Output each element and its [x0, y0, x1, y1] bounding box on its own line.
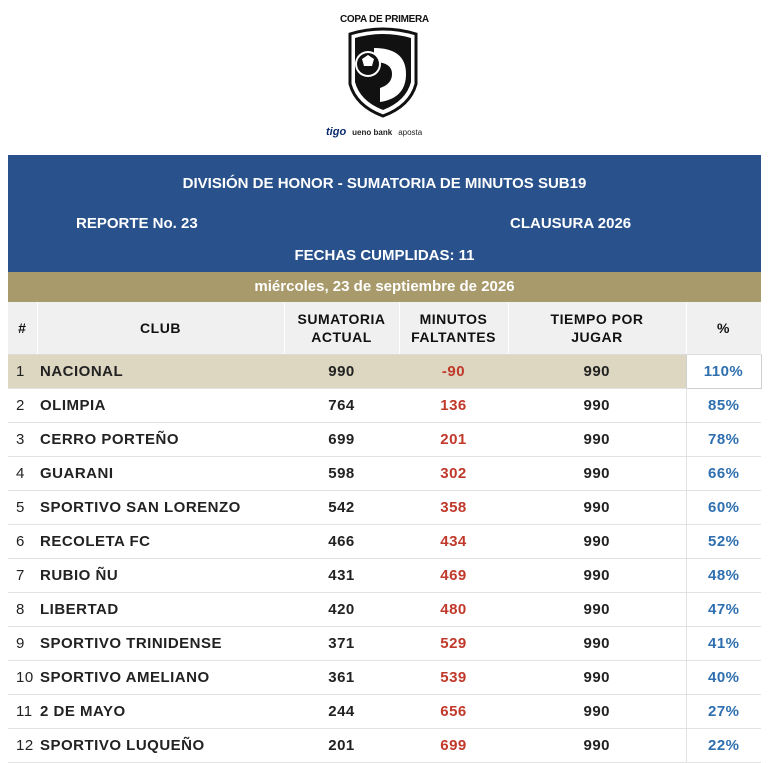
row-faltantes: 358 — [399, 491, 508, 525]
row-actual: 990 — [284, 355, 399, 389]
row-actual: 371 — [284, 627, 399, 661]
table-row — [8, 457, 761, 491]
row-club: GUARANI — [37, 457, 284, 491]
row-club: 2 DE MAYO — [37, 695, 284, 729]
row-faltantes: 302 — [399, 457, 508, 491]
report-header — [8, 155, 761, 272]
row-club: OLIMPIA — [37, 389, 284, 423]
row-pct: 22% — [686, 729, 761, 763]
copa-shield-icon — [344, 26, 422, 120]
row-actual: 361 — [284, 661, 399, 695]
row-position: 8 — [8, 593, 37, 627]
col-header-actual: SUMATORIA ACTUAL — [284, 302, 399, 355]
table-row — [8, 661, 761, 695]
row-club: SPORTIVO SAN LORENZO — [37, 491, 284, 525]
row-club: SPORTIVO AMELIANO — [37, 661, 284, 695]
standings-card — [8, 155, 761, 763]
col-header-faltantes: MINUTOS FALTANTES — [399, 302, 508, 355]
row-pct: 47% — [686, 593, 761, 627]
row-club: SPORTIVO TRINIDENSE — [37, 627, 284, 661]
row-position: 10 — [8, 661, 37, 695]
row-position: 5 — [8, 491, 37, 525]
row-tiempo: 990 — [508, 389, 686, 423]
col-header-pct: % — [686, 302, 761, 355]
row-position: 7 — [8, 559, 37, 593]
row-position: 3 — [8, 423, 37, 457]
table-row — [8, 355, 761, 389]
row-pct: 110% — [686, 355, 761, 389]
table-row — [8, 423, 761, 457]
row-actual: 699 — [284, 423, 399, 457]
row-faltantes: 469 — [399, 559, 508, 593]
fechas-cumplidas: FECHAS CUMPLIDAS: 11 — [294, 247, 475, 264]
row-tiempo: 990 — [508, 627, 686, 661]
row-faltantes: -90 — [399, 355, 508, 389]
row-club: RUBIO ÑU — [37, 559, 284, 593]
row-pct: 27% — [686, 695, 761, 729]
row-faltantes: 656 — [399, 695, 508, 729]
table-row — [8, 729, 761, 763]
row-position: 11 — [8, 695, 37, 729]
row-actual: 542 — [284, 491, 399, 525]
table-header-row — [8, 302, 761, 355]
report-title: DIVISIÓN DE HONOR - SUMATORIA DE MINUTOS SUB19 — [182, 175, 587, 192]
row-faltantes: 529 — [399, 627, 508, 661]
report-date: miércoles, 23 de septiembre de 2026 — [8, 272, 761, 302]
row-tiempo: 990 — [508, 729, 686, 763]
row-faltantes: 480 — [399, 593, 508, 627]
row-faltantes: 136 — [399, 389, 508, 423]
row-tiempo: 990 — [508, 695, 686, 729]
row-faltantes: 539 — [399, 661, 508, 695]
row-pct: 41% — [686, 627, 761, 661]
table-row — [8, 593, 761, 627]
logo-text: COPA DE PRIMERA — [340, 14, 429, 25]
row-pct: 60% — [686, 491, 761, 525]
row-club: NACIONAL — [37, 355, 284, 389]
row-actual: 201 — [284, 729, 399, 763]
row-faltantes: 201 — [399, 423, 508, 457]
row-position: 4 — [8, 457, 37, 491]
report-number: REPORTE No. 23 — [76, 215, 198, 232]
table-row — [8, 627, 761, 661]
row-club: LIBERTAD — [37, 593, 284, 627]
row-club: RECOLETA FC — [37, 525, 284, 559]
row-pct: 78% — [686, 423, 761, 457]
row-pct: 85% — [686, 389, 761, 423]
tournament-name: CLAUSURA 2026 — [510, 215, 632, 232]
row-pct: 52% — [686, 525, 761, 559]
row-tiempo: 990 — [508, 423, 686, 457]
table-row — [8, 559, 761, 593]
sponsors — [326, 126, 446, 138]
row-club: SPORTIVO LUQUEÑO — [37, 729, 284, 763]
row-faltantes: 699 — [399, 729, 508, 763]
row-actual: 764 — [284, 389, 399, 423]
row-tiempo: 990 — [508, 457, 686, 491]
row-actual: 420 — [284, 593, 399, 627]
sponsor-ueno: ueno bank — [352, 128, 393, 137]
row-club: CERRO PORTEÑO — [37, 423, 284, 457]
row-tiempo: 990 — [508, 525, 686, 559]
row-tiempo: 990 — [508, 661, 686, 695]
col-header-club: CLUB — [37, 302, 284, 355]
sponsor-aposta: aposta — [398, 128, 423, 137]
table-row — [8, 525, 761, 559]
table-row — [8, 491, 761, 525]
table-row — [8, 695, 761, 729]
row-position: 1 — [8, 355, 37, 389]
row-position: 12 — [8, 729, 37, 763]
sponsor-tigo: tigo — [326, 126, 347, 138]
col-header-tiempo: TIEMPO POR JUGAR — [508, 302, 686, 355]
row-pct: 66% — [686, 457, 761, 491]
row-actual: 244 — [284, 695, 399, 729]
row-pct: 48% — [686, 559, 761, 593]
row-position: 9 — [8, 627, 37, 661]
row-tiempo: 990 — [508, 355, 686, 389]
row-tiempo: 990 — [508, 593, 686, 627]
minutes-table — [8, 302, 762, 763]
row-faltantes: 434 — [399, 525, 508, 559]
row-actual: 431 — [284, 559, 399, 593]
row-actual: 466 — [284, 525, 399, 559]
row-tiempo: 990 — [508, 491, 686, 525]
table-row — [8, 389, 761, 423]
row-tiempo: 990 — [508, 559, 686, 593]
col-header-pos: # — [8, 302, 37, 355]
logo-area — [0, 0, 770, 150]
row-actual: 598 — [284, 457, 399, 491]
row-pct: 40% — [686, 661, 761, 695]
row-position: 2 — [8, 389, 37, 423]
row-position: 6 — [8, 525, 37, 559]
